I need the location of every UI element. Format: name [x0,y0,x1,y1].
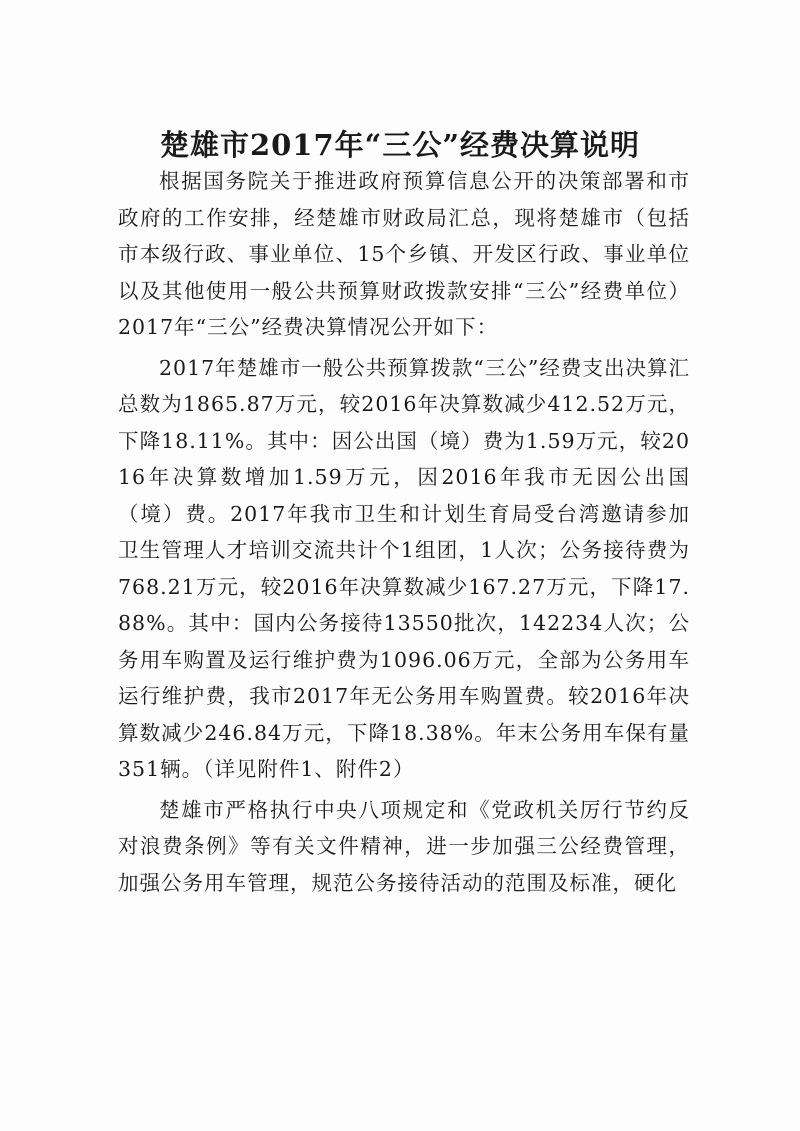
paragraph-expenditure-summary: 2017年楚雄市一般公共预算拨款“三公”经费支出决算汇总数为1865.87万元，较2016年决算数减少412.52万元，下降18.11%。其中：因公出国（境）费为1.59万元，较2016年决算数增加1.59万元，因2016年我市无因公出国（境）费。2017年我市卫生和计划生育局受台湾邀请参加卫生管理人才培训交流共计个1组团，1人次；公务接待费为768.21万元，较2016年决算数减少167.27万元，下降17.88%。其中：国内公务接待13550批次，142234人次；公务用车购置及运行维护费为1096.06万元，全部为公务用车运行维护费，我市2017年无公务用车购置费。较2016年决算数减少246.84万元，下降18.38%。年末公务用车保有量351辆。（详见附件1、附件2） [118,355,690,781]
document-body [118,163,690,901]
paragraph-intro: 根据国务院关于推进政府预算信息公开的决策部署和市政府的工作安排，经楚雄市财政局汇总，现将楚雄市（包括市本级行政、事业单位、15个乡镇、开发区行政、事业单位以及其他使用一般公共预算财政拨款安排“三公”经费单位）2017年“三公”经费决算情况公开如下： [118,169,690,339]
document-title: 楚雄市2017年“三公”经费决算说明 [159,128,641,163]
paragraph-management-measures: 楚雄市严格执行中央八项规定和《党政机关厉行节约反对浪费条例》等有关文件精神，进一步加强三公经费管理，加强公务用车管理，规范公务接待活动的范围及标准，硬化 [118,797,690,895]
